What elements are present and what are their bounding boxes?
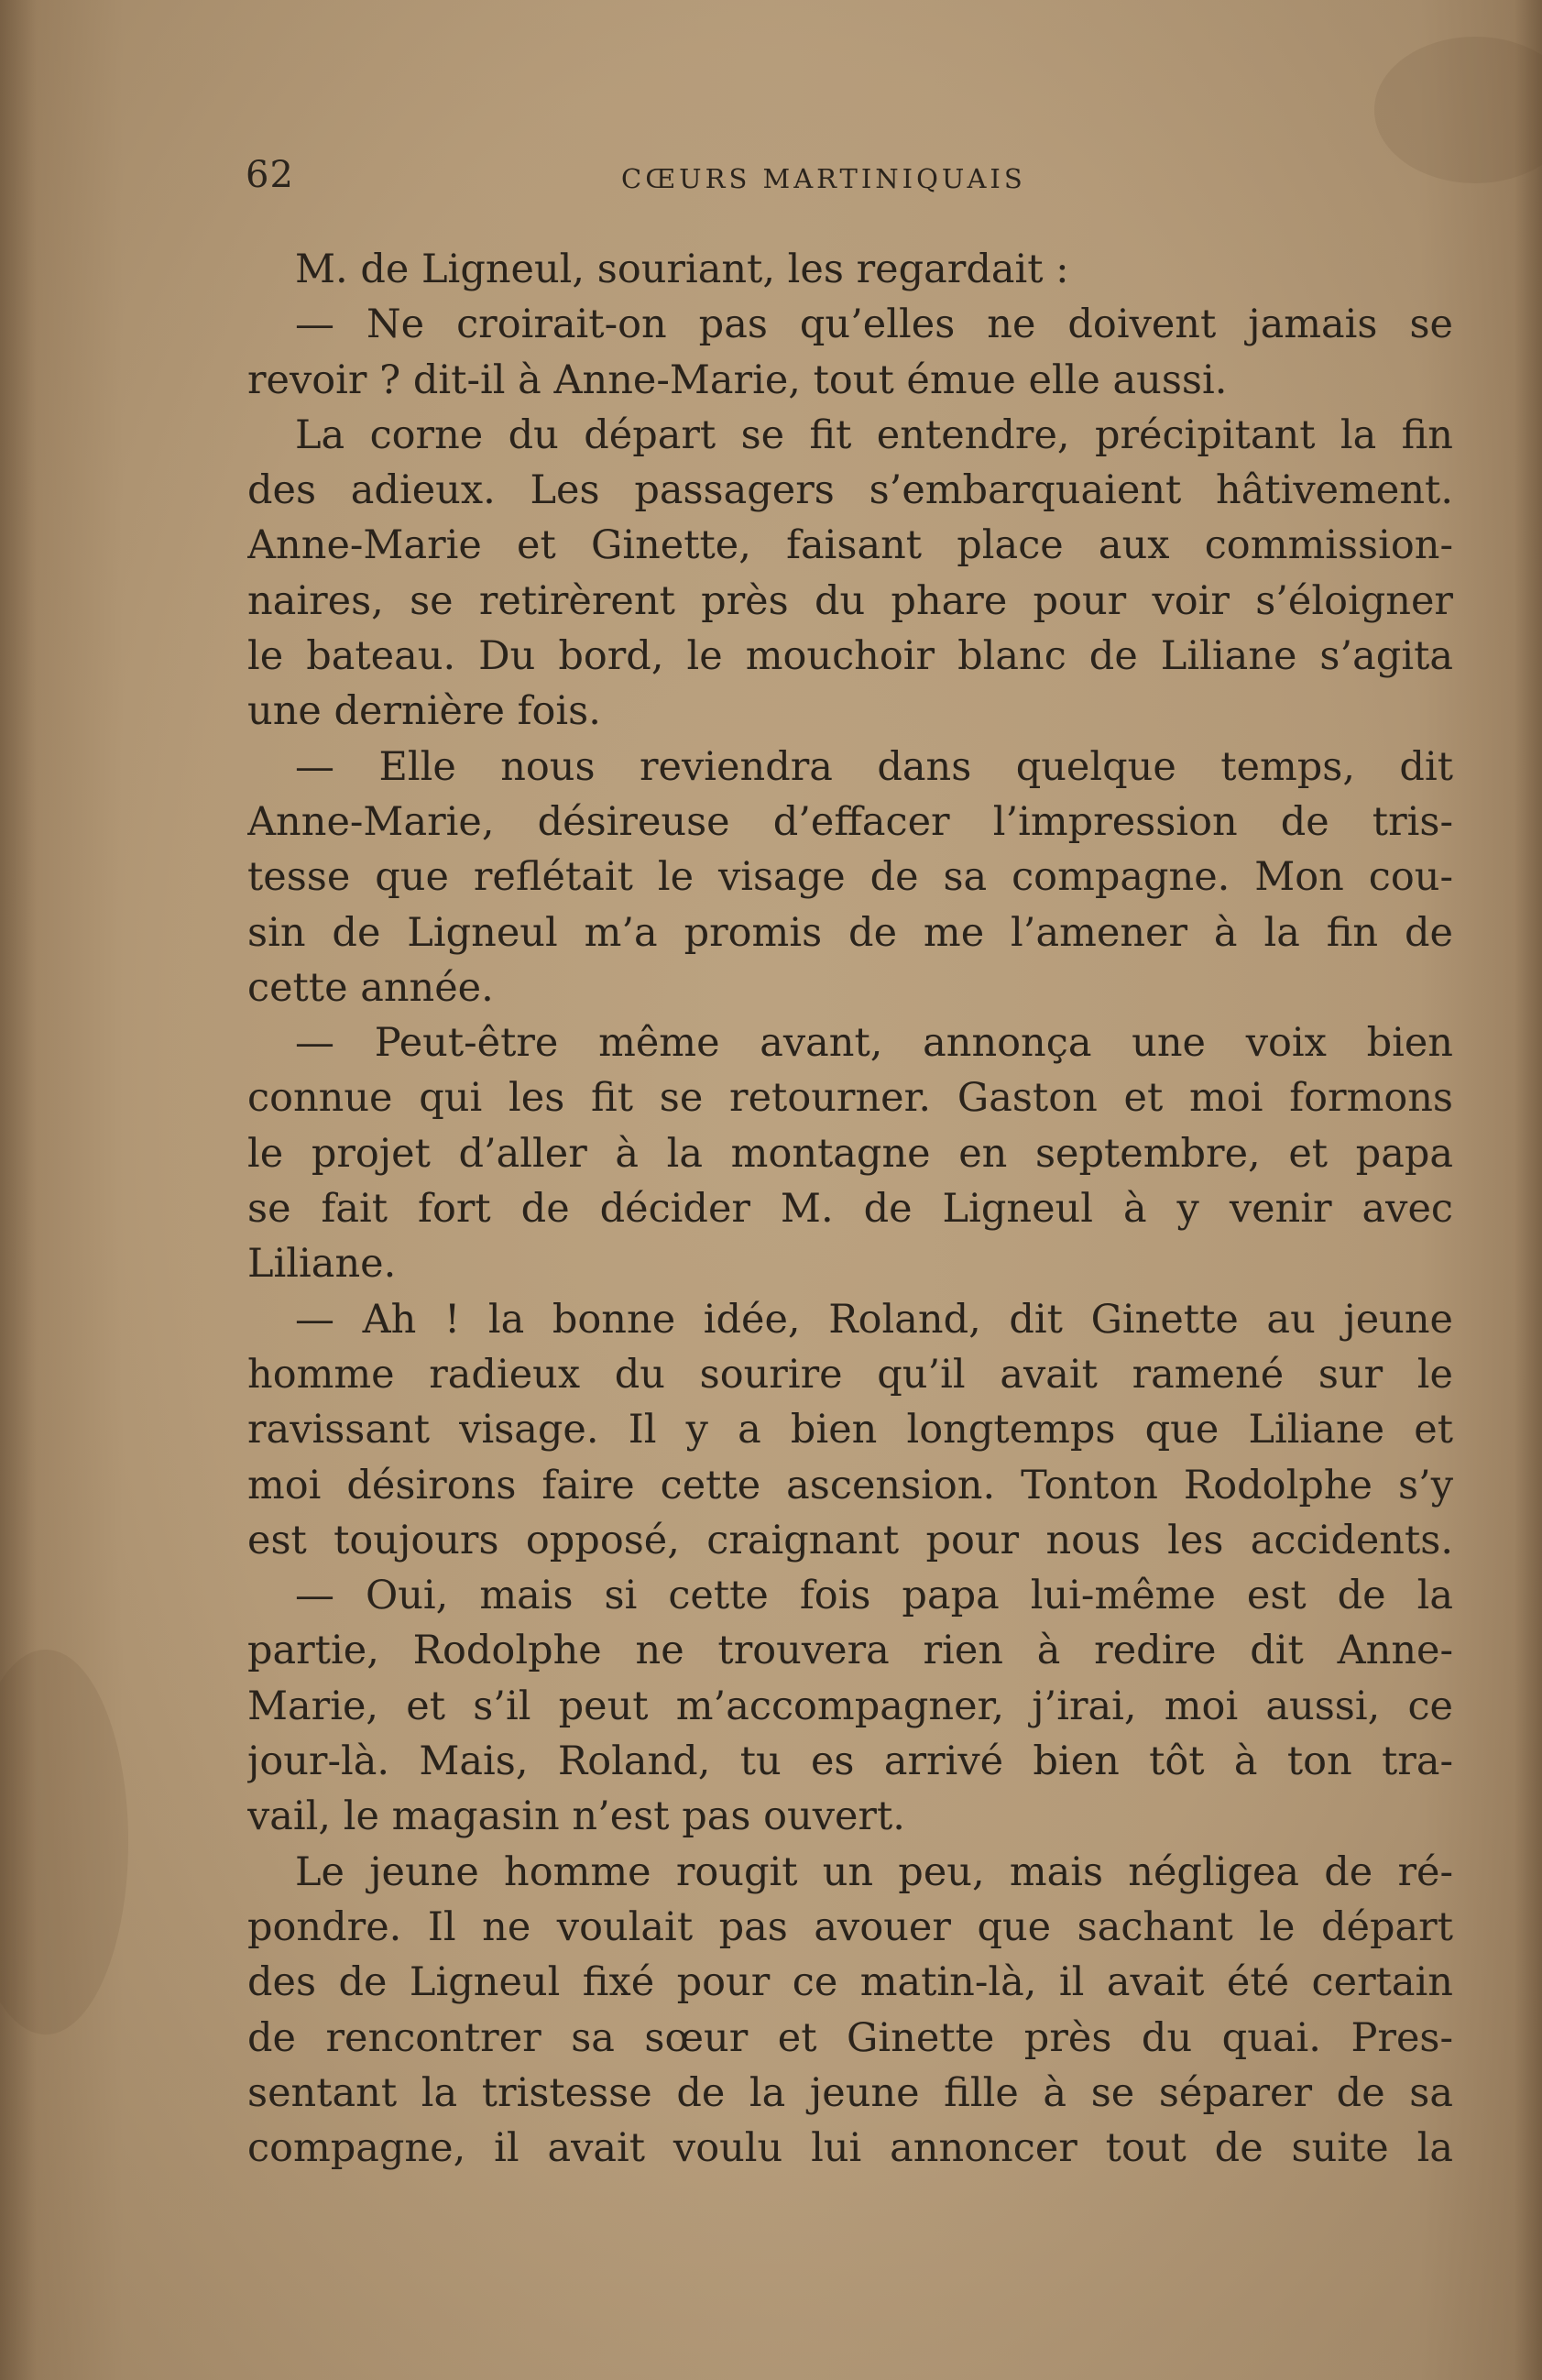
text-line: une dernière fois.	[247, 688, 601, 735]
running-title: CŒURS MARTINIQUAIS	[621, 163, 1026, 194]
text-line: compagne, il avait voulu lui annoncer tout de suite la	[247, 2125, 1453, 2172]
text-line: naires, se retirèrent près du phare pour voir s’éloigner	[247, 577, 1453, 624]
text-line: sin de Ligneul m’a promis de me l’amener à la fin de	[247, 909, 1453, 956]
text-line: La corne du départ se fit entendre, précipitant la fin	[295, 411, 1453, 458]
text-line: pondre. Il ne voulait pas avouer que sachant le départ	[247, 1903, 1453, 1950]
text-line: M. de Ligneul, souriant, les regardait :	[295, 247, 1069, 292]
text-line: Liliane.	[247, 1241, 397, 1288]
page-number: 62	[246, 154, 294, 196]
paper-stain	[0, 1650, 128, 2035]
text-line: — Peut-être même avant, annonça une voix bien	[295, 1020, 1453, 1067]
text-line: le projet d’aller à la montagne en septembre, et papa	[247, 1130, 1453, 1177]
text-line: vail, le magasin n’est pas ouvert.	[247, 1793, 905, 1840]
page-header	[246, 154, 1453, 209]
text-line: Anne-Marie, désireuse d’effacer l’impression de tris-	[247, 798, 1453, 845]
text-line: ravissant visage. Il y a bien longtemps que Liliane et	[247, 1407, 1453, 1453]
page-edge-shadow-right	[1515, 0, 1542, 2380]
text-line: des adieux. Les passagers s’embarquaient hâtivement.	[247, 467, 1453, 514]
text-line: homme radieux du sourire qu’il avait ramené sur le	[247, 1351, 1453, 1398]
text-line: tesse que reflétait le visage de sa compagne. Mon cou-	[247, 854, 1453, 901]
text-line: — Oui, mais si cette fois papa lui-même est de la	[295, 1573, 1453, 1619]
text-line: — Ah ! la bonne idée, Roland, dit Ginette au jeune	[295, 1296, 1453, 1343]
body-text	[247, 242, 1453, 2176]
text-line: connue qui les fit se retourner. Gaston et moi formons	[247, 1075, 1453, 1122]
text-line: des de Ligneul fixé pour ce matin-là, il avait été certain	[247, 1959, 1453, 2006]
text-line: Anne-Marie et Ginette, faisant place aux commission-	[247, 522, 1453, 569]
text-line: se fait fort de décider M. de Ligneul à y venir avec	[247, 1186, 1453, 1233]
text-line: le bateau. Du bord, le mouchoir blanc de Liliane s’agita	[247, 633, 1453, 680]
text-line: revoir ? dit-il à Anne-Marie, tout émue elle aussi.	[247, 356, 1228, 403]
text-line: Le jeune homme rougit un peu, mais négligea de ré-	[295, 1848, 1453, 1895]
text-line: sentant la tristesse de la jeune fille à se séparer de sa	[247, 2069, 1453, 2116]
text-line: est toujours opposé, craignant pour nous les accidents.	[247, 1517, 1453, 1563]
text-line: cette année.	[247, 964, 494, 1011]
text-line: Marie, et s’il peut m’accompagner, j’irai, moi aussi, ce	[247, 1683, 1453, 1729]
text-line: de rencontrer sa sœur et Ginette près du quai. Pres-	[247, 2014, 1453, 2061]
text-line: moi désirons faire cette ascension. Tonton Rodolphe s’y	[247, 1462, 1453, 1508]
text-line: partie, Rodolphe ne trouvera rien à redire dit Anne-	[247, 1628, 1453, 1674]
text-line: — Elle nous reviendra dans quelque temps, dit	[295, 743, 1453, 790]
text-line: jour-là. Mais, Roland, tu es arrivé bien tôt à ton tra-	[247, 1738, 1453, 1785]
text-line: — Ne croirait-on pas qu’elles ne doivent jamais se	[295, 302, 1453, 348]
